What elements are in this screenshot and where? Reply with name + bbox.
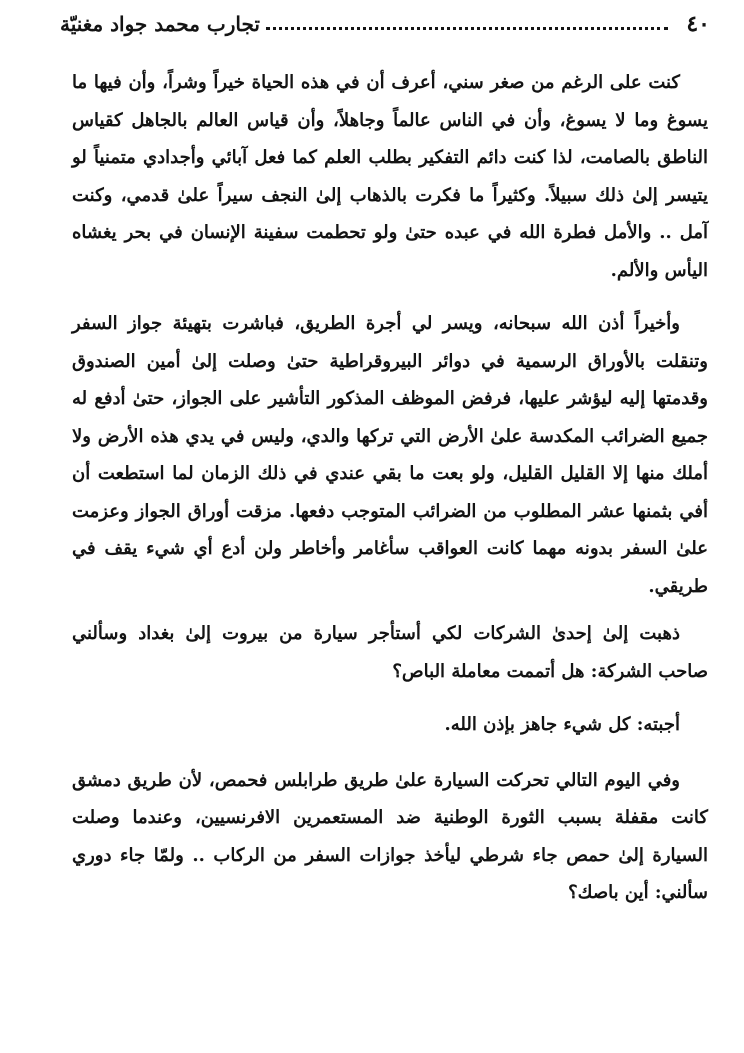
page-header xyxy=(60,8,710,40)
paragraph: أجبته: كل شيء جاهز بإذن الله. xyxy=(444,714,680,735)
header-dotted-leader xyxy=(266,27,668,30)
paragraph: وفي اليوم التالي تحركت السيارة علىٰ طريق طرابلس فحمص، لأن طريق دمشق كانت مقفلة بسبب الثورة الوطنية ضد المستعمرين الافرنسيين، وعندما وصلت السيارة إلىٰ حمص جاء شرطي ليأخذ جوازات السفر من الركاب .. ولمّا جاء دوري سألني: أين باصك؟ xyxy=(72,769,708,903)
paragraph: وأخيراً أذن الله سبحانه، ويسر لي أجرة الطريق، فباشرت بتهيئة جواز السفر وتنقلت بالأوراق الرسمية في دوائر البيروقراطية حتىٰ وصلت إلىٰ أمين الصندوق وقدمتها إليه ليؤشر عليها، فرفض الموظف المذكور التأشير على الجواز، حتىٰ أدفع له جميع الضرائب المكدسة علىٰ الأرض التي تركها والدي، وليس في يدي هذه الأرض ولا أملك منها إلا القليل القليل، ولو بعت ما بقي عندي في ذلك الزمان لما استطعت أن أفي بثمنها عشر المطلوب من الضرائب المتوجب دفعها. مزقت أوراق الجواز وعزمت علىٰ السفر بدونه مهما كانت العواقب سأغامر وأخاطر ولن أدع أي شيء يقف في طريقي. xyxy=(72,313,708,597)
paragraph: ذهبت إلىٰ إحدىٰ الشركات لكي أستأجر سيارة من بيروت إلىٰ بغداد وسألني صاحب الشركة: هل أتممت معاملة الباص؟ xyxy=(72,623,708,682)
body-text xyxy=(72,64,708,912)
paragraph: كنت على الرغم من صغر سني، أعرف أن في هذه الحياة خيراً وشراً، وأن فيها ما يسوغ وما لا يسوغ، وأن في الناس عالماً وجاهلاً، وأن قياس العالم بالجاهل كقياس الناطق بالصامت، لذا كنت دائم التفكير بطلب العلم كما فعل آبائي وأجدادي متمنياً لو يتيسر إلىٰ ذلك سبيلاً. وكثيراً ما فكرت بالذهاب إلىٰ النجف سيراً علىٰ قدمي، وكنت آمل .. والأمل فطرة الله في عبده حتىٰ ولو تحطمت سفينة الإنسان في بحر يغشاه اليأس والألم. xyxy=(72,72,708,281)
running-title: تجارب محمد جواد مغنيّة xyxy=(60,12,260,36)
page-number: ٤٠ xyxy=(686,11,710,37)
